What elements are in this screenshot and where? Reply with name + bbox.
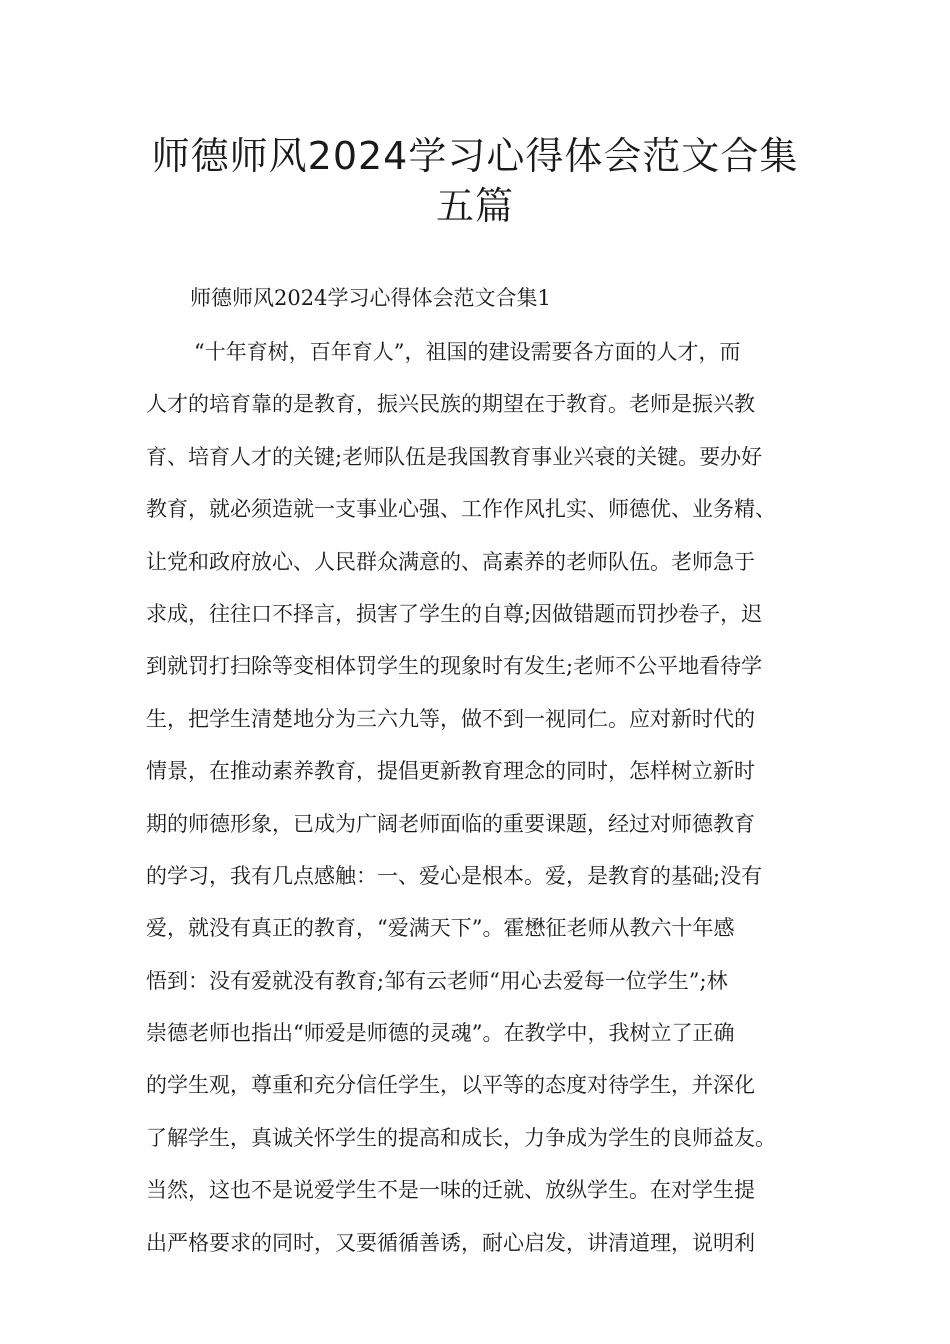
paragraph-line: 让党和政府放心、人民群众满意的、高素养的老师队伍。老师急于 <box>146 549 755 574</box>
paragraph-line: “十年育树，百年育人”，祖国的建设需要各方面的人才，而 <box>194 340 741 364</box>
paragraph-line: 求成，往往口不择言，损害了学生的自尊;因做错题而罚抄卷子，迟 <box>146 601 763 626</box>
paragraph-line: 人才的培育靠的是教育，振兴民族的期望在于教育。老师是振兴教 <box>146 392 755 417</box>
section-heading: 师德师风2024学习心得体会范文合集1 <box>190 286 551 310</box>
paragraph-line: 爱，就没有真正的教育，“爱满天下”。霍懋征老师从教六十年感 <box>146 916 735 941</box>
paragraph-line: 的学习，我有几点感触：一、爱心是根本。爱，是教育的基础;没有 <box>146 863 763 888</box>
paragraph-line: 到就罚打扫除等变相体罚学生的现象时有发生;老师不公平地看待学 <box>146 654 763 679</box>
paragraph-line: 崇德老师也指出“师爱是师德的灵魂”。在教学中，我树立了正确 <box>146 1021 735 1046</box>
paragraph-line: 当然，这也不是说爱学生不是一味的迁就、放纵学生。在对学生提 <box>146 1178 755 1203</box>
paragraph-line: 悟到：没有爱就没有教育;邹有云老师“用心去爱每一位学生”;林 <box>146 968 728 993</box>
paragraph-line: 出严格要求的同时，又要循循善诱，耐心启发，讲清道理，说明利 <box>146 1230 755 1255</box>
paragraph-line: 教育，就必须造就一支事业心强、工作作风扎实、师德优、业务精、 <box>146 497 776 522</box>
body-paragraph <box>146 332 846 1275</box>
paragraph-line: 育、培育人才的关键;老师队伍是我国教育事业兴衰的关键。要办好 <box>146 444 763 469</box>
paragraph-line: 期的师德形象，已成为广阔老师面临的重要课题，经过对师德教育 <box>146 811 755 836</box>
paragraph-line: 生，把学生清楚地分为三六九等，做不到一视同仁。应对新时代的 <box>146 706 755 731</box>
document-title-line-2: 五篇 <box>435 184 514 228</box>
paragraph-line: 情景，在推动素养教育，提倡更新教育理念的同时，怎样树立新时 <box>146 759 755 784</box>
paragraph-line: 了解学生，真诚关怀学生的提高和成长，力争成为学生的良师益友。 <box>146 1125 776 1150</box>
paragraph-line: 的学生观，尊重和充分信任学生，以平等的态度对待学生，并深化 <box>146 1073 755 1098</box>
document-title-line-1: 师德师风2024学习心得体会范文合集 <box>151 134 799 178</box>
